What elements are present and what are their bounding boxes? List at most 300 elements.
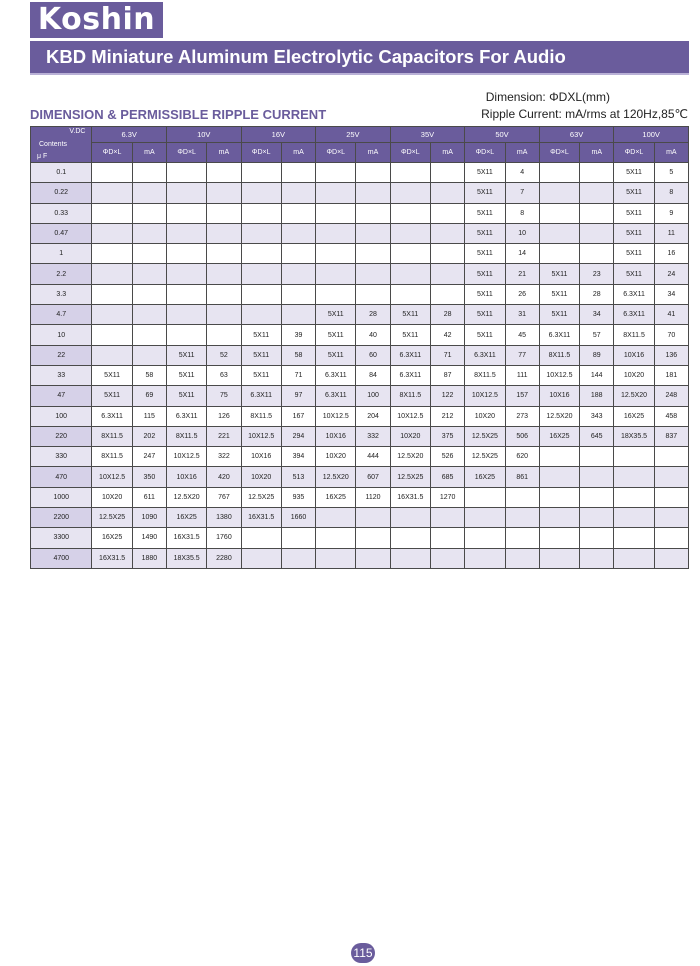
capacitance-cell: 0.22 [31, 183, 92, 203]
dimension-cell: 5X11 [465, 284, 505, 304]
table-row [31, 528, 689, 548]
dimension-cell [241, 284, 281, 304]
dimension-cell: 5X11 [614, 223, 654, 243]
ripple-current-cell: 97 [281, 386, 315, 406]
page-title: KBD Miniature Aluminum Electrolytic Capacitors For Audio [30, 41, 689, 73]
ripple-current-cell [654, 467, 688, 487]
dimension-cell: 10X20 [241, 467, 281, 487]
ripple-current-cell [207, 244, 241, 264]
table-row [31, 487, 689, 507]
ripple-current-cell [132, 305, 166, 325]
dimension-cell: 6.3X11 [390, 345, 430, 365]
dimension-cell [92, 345, 132, 365]
dimension-cell [390, 548, 430, 568]
ripple-current-cell [356, 264, 390, 284]
ripple-current-cell [580, 528, 614, 548]
ripple-current-cell: 34 [580, 305, 614, 325]
corner-uf-label: μ F [37, 153, 48, 160]
dimension-cell: 12.5X20 [390, 447, 430, 467]
ripple-current-cell: 69 [132, 386, 166, 406]
dimension-cell [539, 244, 579, 264]
ripple-current-cell: 935 [281, 487, 315, 507]
ripple-current-cell: 24 [654, 264, 688, 284]
ripple-current-cell [281, 284, 315, 304]
dimension-cell: 16X25 [539, 426, 579, 446]
ripple-current-cell: 57 [580, 325, 614, 345]
ripple-current-cell [356, 548, 390, 568]
ripple-current-cell [356, 223, 390, 243]
dimension-cell: 6.3X11 [614, 305, 654, 325]
ripple-ma-header: mA [281, 143, 315, 163]
ripple-current-cell: 506 [505, 426, 539, 446]
ripple-current-cell [281, 305, 315, 325]
dimension-cell: 8X11.5 [465, 365, 505, 385]
ripple-current-cell [132, 264, 166, 284]
ripple-current-cell: 8 [505, 203, 539, 223]
capacitance-cell: 0.1 [31, 163, 92, 183]
dimension-cell [539, 163, 579, 183]
ripple-current-cell [356, 284, 390, 304]
ripple-current-cell [132, 244, 166, 264]
dimension-cell: 10X16 [316, 426, 356, 446]
ripple-current-cell: 4 [505, 163, 539, 183]
ripple-current-cell: 167 [281, 406, 315, 426]
ripple-current-cell: 87 [430, 365, 464, 385]
ripple-current-cell: 31 [505, 305, 539, 325]
dimension-cell: 8X11.5 [539, 345, 579, 365]
ripple-current-cell: 8 [654, 183, 688, 203]
table-row [31, 447, 689, 467]
dimension-cell: 5X11 [241, 365, 281, 385]
dimension-cell [92, 183, 132, 203]
dimension-cell [316, 508, 356, 528]
capacitance-cell: 33 [31, 365, 92, 385]
ripple-current-cell: 144 [580, 365, 614, 385]
table-row [31, 406, 689, 426]
dimension-cell: 5X11 [92, 386, 132, 406]
voltage-header: 25V [316, 127, 391, 143]
ripple-current-cell: 75 [207, 386, 241, 406]
capacitance-cell: 220 [31, 426, 92, 446]
ripple-current-cell: 420 [207, 467, 241, 487]
dimension-cell: 5X11 [167, 386, 207, 406]
corner-contents-label: Contents [39, 141, 68, 148]
dimension-cell [316, 284, 356, 304]
dimension-cell [614, 528, 654, 548]
ripple-current-cell: 1760 [207, 528, 241, 548]
table-row [31, 345, 689, 365]
ripple-current-cell [281, 183, 315, 203]
dimension-cell: 5X11 [465, 183, 505, 203]
ripple-current-cell [580, 447, 614, 467]
capacitance-cell: 470 [31, 467, 92, 487]
ripple-current-cell: 221 [207, 426, 241, 446]
dimension-cell: 5X11 [465, 163, 505, 183]
dimension-cell: 5X11 [465, 264, 505, 284]
capacitance-cell: 100 [31, 406, 92, 426]
ripple-current-cell [430, 163, 464, 183]
dimension-cell: 5X11 [465, 223, 505, 243]
ripple-current-cell [207, 183, 241, 203]
dimension-cell [390, 284, 430, 304]
ripple-current-cell: 45 [505, 325, 539, 345]
dimension-cell: 5X11 [465, 244, 505, 264]
ripple-current-cell [654, 508, 688, 528]
table-row [31, 426, 689, 446]
ripple-current-cell: 9 [654, 203, 688, 223]
dimension-cell: 5X11 [465, 305, 505, 325]
dimension-cell [316, 264, 356, 284]
dimension-cell [390, 508, 430, 528]
dimension-cell: 5X11 [316, 345, 356, 365]
dimension-cell: 12.5X20 [539, 406, 579, 426]
ripple-current-cell [654, 447, 688, 467]
ripple-current-cell: 1880 [132, 548, 166, 568]
dimension-cell: 5X11 [539, 284, 579, 304]
dimension-cell [316, 528, 356, 548]
ripple-current-cell [580, 487, 614, 507]
dimension-header: ΦD×L [539, 143, 579, 163]
dimension-cell: 5X11 [92, 365, 132, 385]
ripple-current-cell: 58 [132, 365, 166, 385]
ripple-current-cell: 136 [654, 345, 688, 365]
ripple-current-cell: 41 [654, 305, 688, 325]
dimension-header: ΦD×L [316, 143, 356, 163]
ripple-current-cell: 620 [505, 447, 539, 467]
dimension-cell: 16X31.5 [390, 487, 430, 507]
ripple-current-cell: 332 [356, 426, 390, 446]
dimension-cell: 10X16 [539, 386, 579, 406]
ripple-current-cell: 2280 [207, 548, 241, 568]
ripple-current-cell: 181 [654, 365, 688, 385]
dimension-cell [614, 487, 654, 507]
ripple-current-cell: 28 [356, 305, 390, 325]
dimension-cell [241, 528, 281, 548]
ripple-current-cell [580, 467, 614, 487]
dimension-cell: 6.3X11 [390, 365, 430, 385]
ripple-current-cell [430, 508, 464, 528]
dimension-cell: 8X11.5 [92, 447, 132, 467]
ripple-current-cell [430, 284, 464, 304]
ripple-current-cell: 837 [654, 426, 688, 446]
dimension-cell [614, 548, 654, 568]
ripple-current-cell [132, 163, 166, 183]
capacitance-cell: 3.3 [31, 284, 92, 304]
ripple-current-cell [430, 203, 464, 223]
dimension-cell: 10X20 [465, 406, 505, 426]
dimension-cell [316, 203, 356, 223]
dimension-cell [390, 244, 430, 264]
dimension-cell [465, 508, 505, 528]
dimension-cell [92, 223, 132, 243]
dimension-cell: 10X20 [92, 487, 132, 507]
dimension-cell: 6.3X11 [316, 365, 356, 385]
voltage-header: 50V [465, 127, 540, 143]
ripple-current-cell [580, 223, 614, 243]
dimension-cell: 18X35.5 [167, 548, 207, 568]
ripple-current-cell: 343 [580, 406, 614, 426]
ripple-current-cell: 10 [505, 223, 539, 243]
ripple-current-cell: 21 [505, 264, 539, 284]
dimension-cell: 5X11 [241, 325, 281, 345]
voltage-header: 10V [167, 127, 242, 143]
voltage-header-row [31, 127, 689, 143]
table-row [31, 325, 689, 345]
ripple-current-cell: 861 [505, 467, 539, 487]
ripple-ma-header: mA [132, 143, 166, 163]
capacitance-cell: 1 [31, 244, 92, 264]
dimension-cell [390, 223, 430, 243]
dimension-cell: 10X16 [241, 447, 281, 467]
ripple-current-cell [132, 203, 166, 223]
ripple-current-cell: 40 [356, 325, 390, 345]
ripple-current-cell: 28 [430, 305, 464, 325]
ripple-current-cell: 767 [207, 487, 241, 507]
dimension-cell [539, 223, 579, 243]
corner-vdc-label: V.DC [69, 128, 86, 135]
dimension-cell: 12.5X20 [614, 386, 654, 406]
dimension-cell [539, 487, 579, 507]
ripple-current-cell [132, 345, 166, 365]
dimension-cell: 10X12.5 [465, 386, 505, 406]
dimension-cell [92, 163, 132, 183]
dimension-cell: 5X11 [390, 325, 430, 345]
dimension-cell: 16X31.5 [241, 508, 281, 528]
dimension-cell [539, 183, 579, 203]
dimension-cell: 6.3X11 [614, 284, 654, 304]
ripple-current-cell [430, 244, 464, 264]
dimension-cell [241, 163, 281, 183]
dimension-cell [241, 223, 281, 243]
dimension-cell: 5X11 [241, 345, 281, 365]
ripple-current-cell: 1380 [207, 508, 241, 528]
capacitance-cell: 1000 [31, 487, 92, 507]
ripple-current-cell: 14 [505, 244, 539, 264]
dimension-cell [167, 203, 207, 223]
ripple-current-cell: 26 [505, 284, 539, 304]
dimension-cell: 8X11.5 [241, 406, 281, 426]
capacitance-cell: 0.47 [31, 223, 92, 243]
ripple-current-cell [580, 508, 614, 528]
dimension-cell [316, 223, 356, 243]
dimension-cell: 6.3X11 [316, 386, 356, 406]
dimension-cell: 6.3X11 [167, 406, 207, 426]
ripple-current-cell [356, 203, 390, 223]
ripple-current-cell: 204 [356, 406, 390, 426]
dimension-cell: 5X11 [465, 325, 505, 345]
capacitance-cell: 0.33 [31, 203, 92, 223]
dimension-cell: 6.3X11 [92, 406, 132, 426]
dimension-cell: 12.5X20 [167, 487, 207, 507]
ripple-current-cell: 11 [654, 223, 688, 243]
dimension-cell: 5X11 [167, 365, 207, 385]
ripple-current-cell: 89 [580, 345, 614, 365]
dimension-cell: 10X12.5 [316, 406, 356, 426]
ripple-current-cell: 100 [356, 386, 390, 406]
ripple-current-cell: 28 [580, 284, 614, 304]
ripple-current-cell: 273 [505, 406, 539, 426]
ripple-current-cell [207, 325, 241, 345]
ripple-current-cell [132, 284, 166, 304]
dimension-cell [316, 548, 356, 568]
dimension-header: ΦD×L [92, 143, 132, 163]
ripple-current-cell [281, 203, 315, 223]
ripple-current-cell: 685 [430, 467, 464, 487]
ripple-current-cell: 444 [356, 447, 390, 467]
dimension-cell [316, 163, 356, 183]
dimension-cell: 5X11 [390, 305, 430, 325]
dimension-cell: 5X11 [167, 345, 207, 365]
ripple-ma-header: mA [505, 143, 539, 163]
dimension-cell [92, 325, 132, 345]
dimension-cell [614, 447, 654, 467]
ripple-current-cell [356, 244, 390, 264]
dimension-cell [539, 508, 579, 528]
dimension-cell [614, 467, 654, 487]
dimension-cell: 5X11 [465, 203, 505, 223]
ripple-current-cell [207, 264, 241, 284]
dimension-cell [167, 305, 207, 325]
dimension-cell [465, 528, 505, 548]
dimension-cell [539, 447, 579, 467]
ripple-current-cell [580, 163, 614, 183]
dimension-cell: 12.5X25 [465, 426, 505, 446]
dimension-note: Dimension: ΦDXL(mm) [485, 90, 610, 104]
voltage-header: 6.3V [92, 127, 167, 143]
ripple-current-cell [207, 203, 241, 223]
ripple-current-cell: 526 [430, 447, 464, 467]
dimension-cell [167, 325, 207, 345]
table-row [31, 365, 689, 385]
dimension-cell: 5X11 [539, 264, 579, 284]
ripple-current-cell: 513 [281, 467, 315, 487]
dimension-cell: 5X11 [316, 325, 356, 345]
ripple-current-cell [356, 183, 390, 203]
table-row [31, 467, 689, 487]
ripple-current-cell [207, 284, 241, 304]
dimension-cell [92, 203, 132, 223]
dimension-cell: 12.5X25 [241, 487, 281, 507]
dimension-cell: 8X11.5 [167, 426, 207, 446]
ripple-current-cell: 611 [132, 487, 166, 507]
ripple-current-cell: 322 [207, 447, 241, 467]
dimension-cell [390, 183, 430, 203]
title-underline [30, 73, 689, 75]
ripple-current-cell [505, 548, 539, 568]
ripple-current-cell [132, 183, 166, 203]
ripple-current-cell: 63 [207, 365, 241, 385]
dimension-cell: 12.5X20 [316, 467, 356, 487]
ripple-current-cell: 71 [430, 345, 464, 365]
ripple-current-cell [430, 548, 464, 568]
dimension-cell: 6.3X11 [241, 386, 281, 406]
ripple-ma-header: mA [580, 143, 614, 163]
dimension-cell: 16X25 [316, 487, 356, 507]
ripple-current-cell [207, 163, 241, 183]
dimension-header: ΦD×L [390, 143, 430, 163]
table-row [31, 264, 689, 284]
ripple-current-cell [580, 183, 614, 203]
table-row [31, 548, 689, 568]
ripple-current-cell [505, 528, 539, 548]
ripple-current-cell: 375 [430, 426, 464, 446]
dimension-header: ΦD×L [465, 143, 505, 163]
dimension-cell [241, 183, 281, 203]
ripple-current-cell: 212 [430, 406, 464, 426]
ripple-current-cell [356, 508, 390, 528]
table-row [31, 183, 689, 203]
dimension-cell [316, 183, 356, 203]
page-number: 115 [351, 943, 375, 963]
capacitance-cell: 47 [31, 386, 92, 406]
ripple-ma-header: mA [654, 143, 688, 163]
capacitance-cell: 2200 [31, 508, 92, 528]
ripple-current-cell [580, 244, 614, 264]
dimension-cell [167, 163, 207, 183]
dimension-header: ΦD×L [241, 143, 281, 163]
ripple-current-cell: 188 [580, 386, 614, 406]
ripple-current-cell [356, 163, 390, 183]
dimension-header: ΦD×L [167, 143, 207, 163]
dimension-cell: 10X12.5 [92, 467, 132, 487]
dimension-cell: 10X12.5 [241, 426, 281, 446]
dimension-cell [241, 264, 281, 284]
section-title: DIMENSION & PERMISSIBLE RIPPLE CURRENT [30, 107, 327, 122]
ripple-current-cell: 1090 [132, 508, 166, 528]
ripple-current-cell: 122 [430, 386, 464, 406]
dimension-cell [241, 305, 281, 325]
capacitance-cell: 4700 [31, 548, 92, 568]
ripple-current-cell: 58 [281, 345, 315, 365]
ripple-current-cell: 23 [580, 264, 614, 284]
ripple-current-cell: 247 [132, 447, 166, 467]
dimension-cell [167, 284, 207, 304]
dimension-cell [241, 203, 281, 223]
ripple-current-cell [654, 487, 688, 507]
dimension-cell [241, 548, 281, 568]
dimension-cell: 5X11 [316, 305, 356, 325]
capacitance-cell: 4.7 [31, 305, 92, 325]
ripple-current-cell: 77 [505, 345, 539, 365]
dimension-cell: 12.5X25 [390, 467, 430, 487]
capacitance-cell: 10 [31, 325, 92, 345]
ripple-current-cell: 7 [505, 183, 539, 203]
dimension-cell: 5X11 [614, 203, 654, 223]
dimension-cell: 16X31.5 [92, 548, 132, 568]
ripple-current-cell: 84 [356, 365, 390, 385]
ripple-current-cell: 52 [207, 345, 241, 365]
ripple-current-cell: 115 [132, 406, 166, 426]
dimension-cell: 12.5X25 [465, 447, 505, 467]
ripple-current-cell [505, 508, 539, 528]
table-row [31, 284, 689, 304]
dimension-cell: 10X20 [614, 365, 654, 385]
ripple-ma-header: mA [356, 143, 390, 163]
table-row [31, 386, 689, 406]
ripple-current-cell [580, 548, 614, 568]
ripple-current-cell: 248 [654, 386, 688, 406]
capacitance-cell: 2.2 [31, 264, 92, 284]
ripple-current-cell: 111 [505, 365, 539, 385]
dimension-cell: 16X25 [167, 508, 207, 528]
ripple-current-cell: 16 [654, 244, 688, 264]
ripple-current-cell [281, 548, 315, 568]
dimension-cell: 16X25 [465, 467, 505, 487]
ripple-current-cell: 294 [281, 426, 315, 446]
ripple-current-cell [281, 163, 315, 183]
brand-logo: Koshin [30, 2, 163, 38]
table-corner-header [31, 127, 92, 163]
